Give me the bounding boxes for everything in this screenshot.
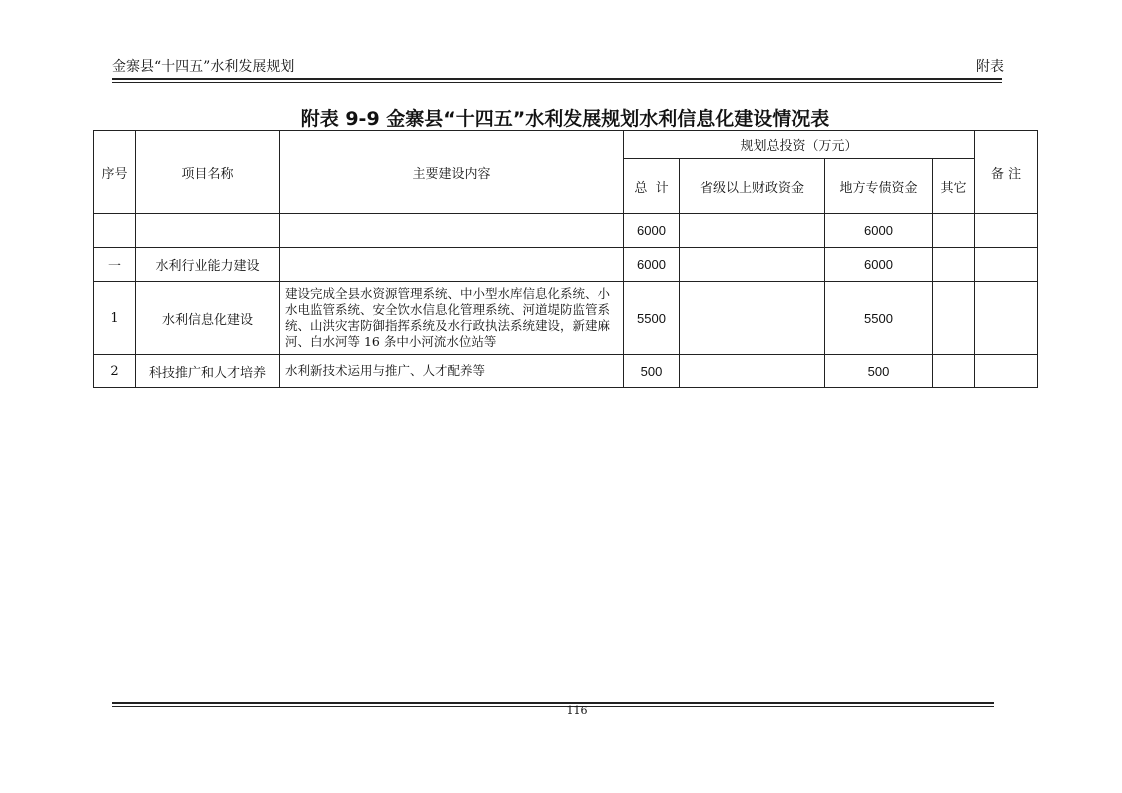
cell-total: 6000 <box>624 248 680 282</box>
cell-name <box>136 214 280 248</box>
cell-other <box>933 355 975 388</box>
cell-other <box>933 248 975 282</box>
cell-remark <box>975 355 1038 388</box>
cell-provincial <box>680 214 825 248</box>
col-header-provincial: 省级以上财政资金 <box>680 159 825 214</box>
header-rule-thick <box>112 78 1002 80</box>
cell-name: 水利行业能力建设 <box>136 248 280 282</box>
col-header-name: 项目名称 <box>136 131 280 214</box>
cell-seq: 1 <box>94 282 136 355</box>
cell-content: 水利新技术运用与推广、人才配养等 <box>280 355 624 388</box>
cell-content: 建设完成全县水资源管理系统、中小型水库信息化系统、小水电监管系统、安全饮水信息化管理系统、河道堤防监管系统、山洪灾害防御指挥系统及水行政执法系统建设，新建麻河、白水河等 16 条中小河流水位站等 <box>280 282 624 355</box>
col-header-remark: 备 注 <box>975 131 1038 214</box>
table-row-item-1 <box>94 282 1038 355</box>
cell-other <box>933 282 975 355</box>
table-row-total <box>94 214 1038 248</box>
cell-other <box>933 214 975 248</box>
cell-total: 5500 <box>624 282 680 355</box>
cell-local: 6000 <box>825 214 933 248</box>
table-title: 附表 9-9 金寨县“十四五”水利发展规划水利信息化建设情况表 <box>300 108 830 130</box>
col-header-local: 地方专债资金 <box>825 159 933 214</box>
col-header-seq: 序号 <box>94 131 136 214</box>
cell-name: 水利信息化建设 <box>136 282 280 355</box>
cell-provincial <box>680 248 825 282</box>
cell-seq <box>94 214 136 248</box>
header-rule-thin <box>112 82 1002 83</box>
cell-remark <box>975 282 1038 355</box>
cell-provincial <box>680 355 825 388</box>
cell-seq: 一 <box>94 248 136 282</box>
cell-local: 6000 <box>825 248 933 282</box>
col-header-total: 总 计 <box>624 159 680 214</box>
cell-content <box>280 214 624 248</box>
header-section-label: 附表 <box>976 59 1004 75</box>
table-row-category <box>94 248 1038 282</box>
col-header-other: 其它 <box>933 159 975 214</box>
header-row-1 <box>94 131 1038 159</box>
investment-table <box>93 130 1038 388</box>
col-header-investment-group: 规划总投资（万元） <box>624 131 975 159</box>
cell-seq: 2 <box>94 355 136 388</box>
page-number: 116 <box>566 704 588 717</box>
col-header-content: 主要建设内容 <box>280 131 624 214</box>
cell-total: 500 <box>624 355 680 388</box>
cell-total: 6000 <box>624 214 680 248</box>
header-document-title: 金寨县“十四五”水利发展规划 <box>112 59 295 75</box>
cell-remark <box>975 248 1038 282</box>
cell-local: 5500 <box>825 282 933 355</box>
table-row-item-2 <box>94 355 1038 388</box>
cell-content <box>280 248 624 282</box>
cell-name: 科技推广和人才培养 <box>136 355 280 388</box>
cell-remark <box>975 214 1038 248</box>
cell-local: 500 <box>825 355 933 388</box>
cell-provincial <box>680 282 825 355</box>
